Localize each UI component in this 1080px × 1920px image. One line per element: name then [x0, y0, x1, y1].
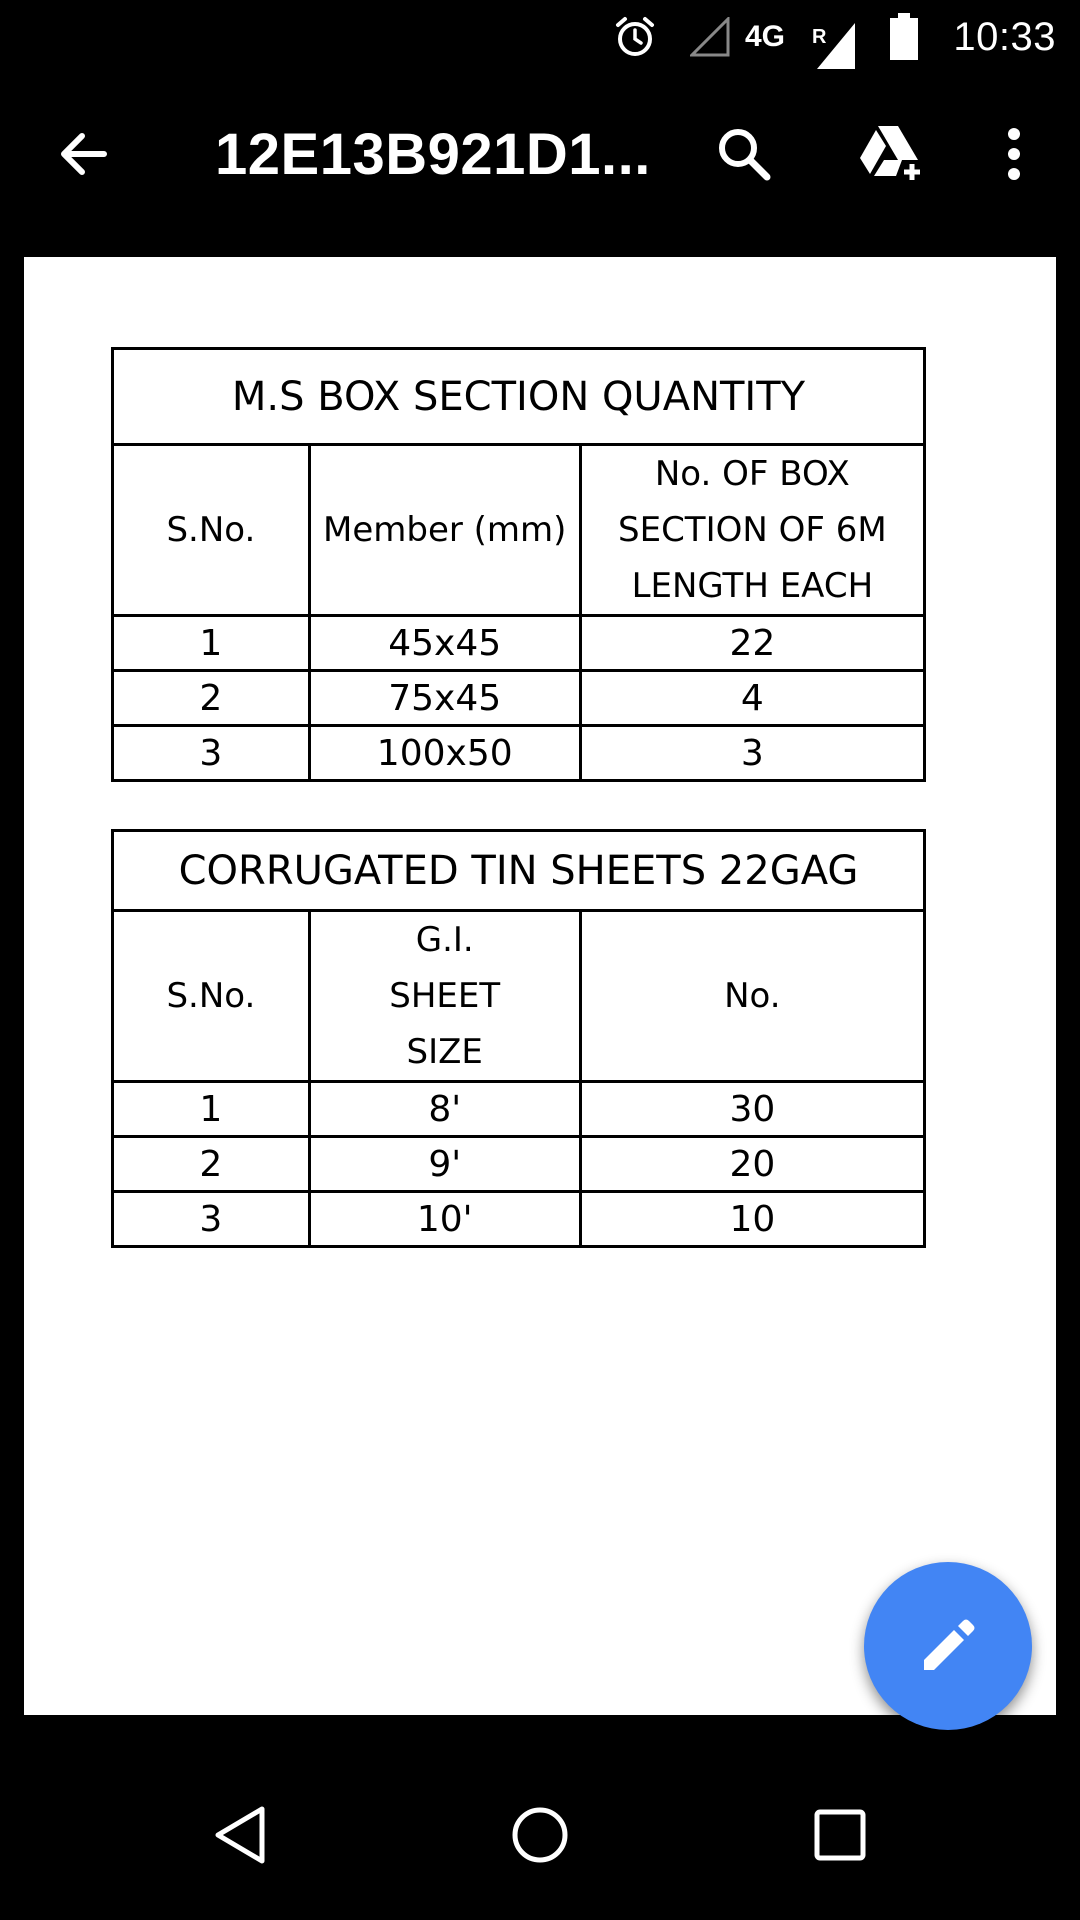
table-row: [113, 1192, 925, 1247]
add-to-drive-button[interactable]: [840, 110, 940, 198]
app-bar: [0, 74, 1080, 232]
table-title: CORRUGATED TIN SHEETS 22GAG: [113, 831, 925, 911]
table-cell: 10: [580, 1192, 924, 1247]
table-cell: 2: [113, 671, 310, 726]
back-arrow-icon: [56, 126, 112, 182]
column-header: No. OF BOX SECTION OF 6M LENGTH EACH: [580, 445, 924, 616]
table-row: [113, 671, 925, 726]
column-header: No.: [580, 911, 924, 1082]
roaming-indicator: R: [812, 25, 827, 48]
table-cell: 45x45: [309, 616, 580, 671]
signal-icon: [815, 8, 857, 82]
search-icon: [715, 125, 773, 183]
table-cell: 75x45: [309, 671, 580, 726]
table-cell: 9': [309, 1137, 580, 1192]
table-cell: 8': [309, 1082, 580, 1137]
edit-pencil-icon: [918, 1616, 978, 1676]
alarm-icon: [612, 0, 658, 74]
nav-home-button[interactable]: [485, 1780, 595, 1890]
nav-home-icon: [510, 1805, 570, 1865]
table-cell: 4: [580, 671, 924, 726]
table-cell: 3: [580, 726, 924, 781]
document-page[interactable]: [24, 257, 1056, 1715]
nav-recents-button[interactable]: [785, 1780, 895, 1890]
network-type: 4G: [745, 20, 786, 53]
edit-fab-button[interactable]: [864, 1562, 1032, 1730]
table-row: [113, 1137, 925, 1192]
navigation-bar: [0, 1750, 1080, 1920]
status-bar: [0, 0, 1080, 74]
nav-back-button[interactable]: [185, 1780, 295, 1890]
nav-recents-icon: [813, 1808, 867, 1862]
drive-add-icon: [856, 124, 924, 184]
back-button[interactable]: [40, 110, 128, 198]
table-row: [113, 726, 925, 781]
battery-icon: [888, 0, 920, 74]
table-cell: 3: [113, 726, 310, 781]
table-cell: 20: [580, 1137, 924, 1192]
more-vert-icon: [1004, 126, 1024, 182]
status-time: 10:33: [953, 14, 1056, 59]
table-cell: 1: [113, 1082, 310, 1137]
more-options-button[interactable]: [970, 110, 1058, 198]
tin-sheets-table: [111, 829, 926, 1248]
table-cell: 10': [309, 1192, 580, 1247]
table-cell: 100x50: [309, 726, 580, 781]
column-header: S.No.: [113, 445, 310, 616]
table-title: M.S BOX SECTION QUANTITY: [113, 349, 925, 445]
sim-signal-empty-icon: [690, 0, 730, 74]
column-header: S.No.: [113, 911, 310, 1082]
nav-back-icon: [212, 1805, 268, 1865]
table-cell: 30: [580, 1082, 924, 1137]
box-section-table: [111, 347, 926, 782]
table-cell: 2: [113, 1137, 310, 1192]
search-button[interactable]: [700, 110, 788, 198]
table-cell: 1: [113, 616, 310, 671]
table-cell: 22: [580, 616, 924, 671]
table-row: [113, 616, 925, 671]
table-row: [113, 1082, 925, 1137]
column-header: Member (mm): [309, 445, 580, 616]
column-header: G.I. SHEET SIZE: [309, 911, 580, 1082]
document-title: 12E13B921D1...: [215, 121, 651, 187]
table-cell: 3: [113, 1192, 310, 1247]
